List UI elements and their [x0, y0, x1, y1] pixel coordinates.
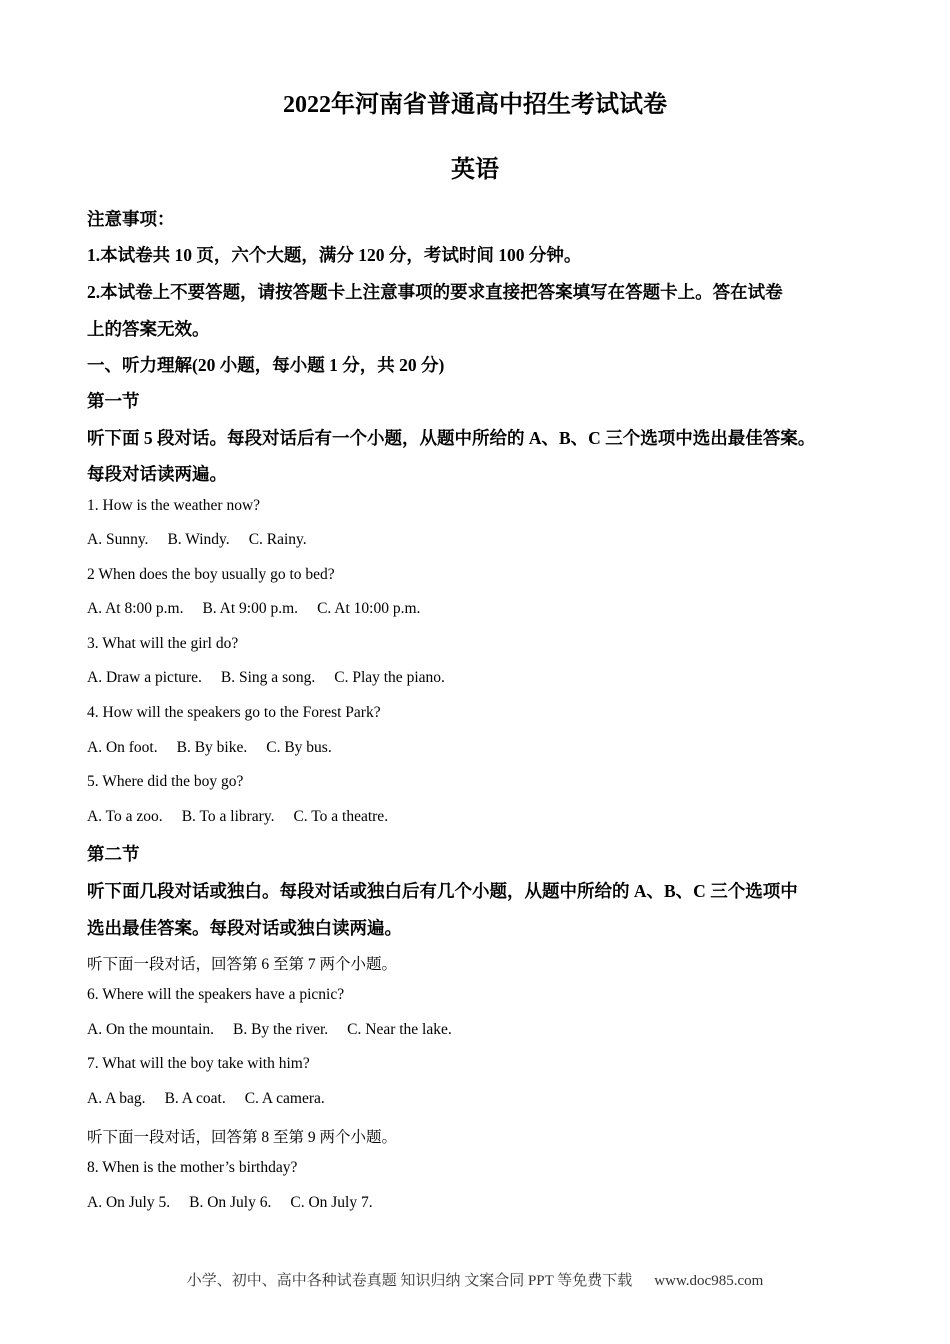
note-item-2-line-1: 2.本试卷上不要答题，请按答题卡上注意事项的要求直接把答案填写在答题卡上。答在试卷: [87, 282, 783, 302]
question-7: 7. What will the boy take with him?: [87, 1055, 310, 1072]
note-item-2-line-2: 上的答案无效。: [87, 319, 210, 339]
group-1-intro: 听下面一段对话，回答第 6 至第 7 两个小题。: [87, 956, 398, 973]
question-5: 5. Where did the boy go?: [87, 773, 244, 790]
question-2: 2 When does the boy usually go to bed?: [87, 566, 335, 583]
question-8: 8. When is the mother’s birthday?: [87, 1159, 298, 1176]
section-1-instruction-line-2: 每段对话读两遍。: [87, 464, 227, 484]
option-a: A. A bag.: [87, 1090, 146, 1107]
question-8-options: [87, 1194, 392, 1212]
option-c: C. Rainy.: [248, 531, 307, 548]
question-3-options: [87, 669, 464, 687]
question-7-options: [87, 1090, 344, 1108]
section-2-label: 第二节: [87, 844, 140, 864]
option-b: B. On July 6.: [189, 1194, 272, 1211]
option-c: C. At 10:00 p.m.: [317, 600, 421, 617]
option-a: A. At 8:00 p.m.: [87, 600, 184, 617]
question-1-options: [87, 531, 326, 549]
option-c: C. A camera.: [244, 1090, 325, 1107]
option-b: B. A coat.: [164, 1090, 226, 1107]
option-a: A. On the mountain.: [87, 1021, 214, 1038]
option-c: C. Play the piano.: [334, 669, 445, 686]
question-2-options: [87, 600, 439, 618]
question-3: 3. What will the girl do?: [87, 635, 239, 652]
note-item-1: 1.本试卷共 10 页，六个大题，满分 120 分，考试时间 100 分钟。: [87, 245, 582, 265]
question-5-options: [87, 808, 407, 826]
option-b: B. Sing a song.: [220, 669, 316, 686]
option-c: C. On July 7.: [290, 1194, 373, 1211]
part-heading: 一、听力理解(20 小题，每小题 1 分，共 20 分): [87, 355, 445, 375]
section-2-instruction-line-2: 选出最佳答案。每段对话或独白读两遍。: [87, 918, 402, 938]
group-2-intro: 听下面一段对话，回答第 8 至第 9 两个小题。: [87, 1129, 398, 1146]
question-4-options: [87, 739, 351, 757]
option-a: A. On July 5.: [87, 1194, 171, 1211]
option-a: A. Sunny.: [87, 531, 149, 548]
subject-title: 英语: [451, 157, 499, 183]
option-c: C. To a theatre.: [293, 808, 389, 825]
option-b: B. Windy.: [167, 531, 230, 548]
question-6: 6. Where will the speakers have a picnic?: [87, 986, 345, 1003]
exam-title: 2022年河南省普通高中招生考试试卷: [283, 92, 667, 118]
question-6-options: [87, 1021, 471, 1039]
notes-label: 注意事项：: [87, 209, 175, 229]
footer-text: 小学、初中、高中各种试卷真题 知识归纳 文案合同 PPT 等免费下载: [186, 1273, 633, 1289]
option-c: C. Near the lake.: [347, 1021, 452, 1038]
option-c: C. By bus.: [266, 739, 332, 756]
section-1-label: 第一节: [87, 391, 140, 411]
option-b: B. By the river.: [233, 1021, 329, 1038]
option-a: A. Draw a picture.: [87, 669, 202, 686]
option-b: B. By bike.: [176, 739, 248, 756]
question-1: 1. How is the weather now?: [87, 497, 261, 514]
section-2-instruction-line-1: 听下面几段对话或独白。每段对话或独白后有几个小题，从题中所给的 A、B、C 三个选项中: [87, 881, 798, 901]
option-a: A. To a zoo.: [87, 808, 163, 825]
footer-url[interactable]: www.doc985.com: [654, 1273, 764, 1289]
option-a: A. On foot.: [87, 739, 158, 756]
option-b: B. At 9:00 p.m.: [202, 600, 299, 617]
option-b: B. To a library.: [181, 808, 275, 825]
section-1-instruction-line-1: 听下面 5 段对话。每段对话后有一个小题，从题中所给的 A、B、C 三个选项中选出最佳答案。: [87, 428, 816, 448]
page-footer: [0, 1269, 950, 1290]
question-4: 4. How will the speakers go to the Forest Park?: [87, 704, 381, 721]
